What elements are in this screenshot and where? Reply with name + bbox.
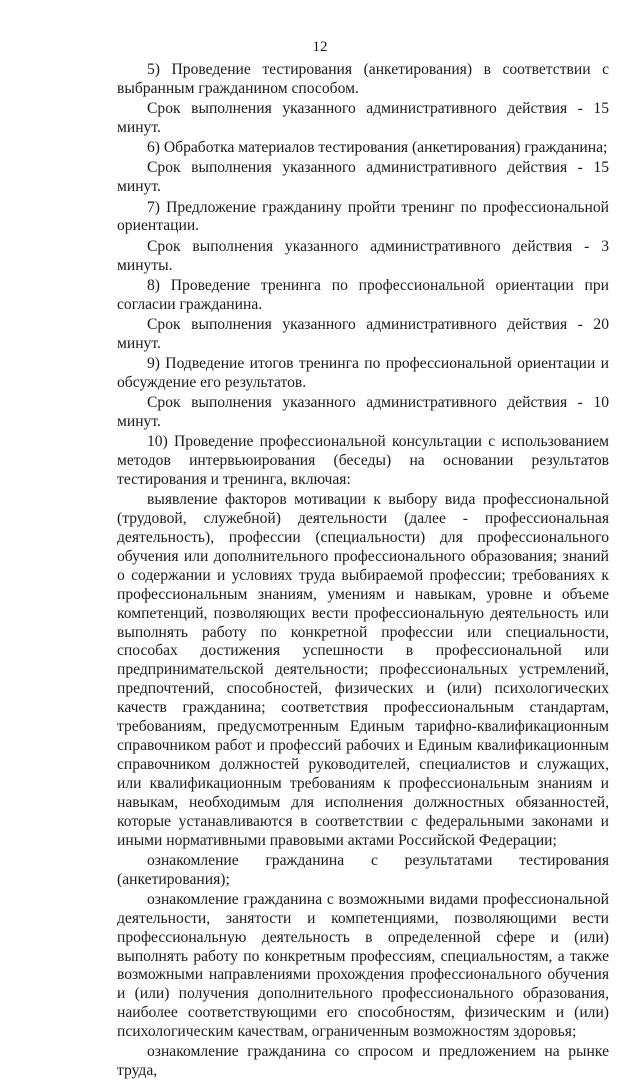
paragraph-activity-types: ознакомление гражданина с возможными видами профессиональной деятельности, занятости и компетенциями, позволяющими вести профессиональную деятельность в определенной сфере и (или) выполнять работу по конкретным профессиям, специальностям, а также возможными направлениями прохождения профессионального обучения и (или) получения дополнительного профессионального образования, наиболее соответствующими его способностям, физическим и (или) психологическим качествам, ограниченным возможностям здоровья; xyxy=(117,890,609,1041)
paragraph-step-7: 7) Предложение гражданину пройти тренинг по профессиональной ориентации. xyxy=(117,198,609,235)
paragraph-step-10: 10) Проведение профессиональной консультации с использованием методов интервьюирования (беседы) на основании результатов тестирования и тренинга, включая: xyxy=(117,433,609,488)
paragraph-step-5: 5) Проведение тестирования (анкетирования) в соответствии с выбранным гражданином способом. xyxy=(117,61,609,97)
paragraph-duration-step-9: Срок выполнения указанного административного действия - 10 минут. xyxy=(117,394,609,430)
paragraph-test-results: ознакомление гражданина с результатами тестирования (анкетирования); xyxy=(117,851,609,888)
page-number: 12 xyxy=(312,39,328,55)
paragraph-duration-step-7: Срок выполнения указанного административного действия - 3 минуты. xyxy=(117,237,609,274)
paragraph-step-9: 9) Подведение итогов тренинга по профессиональной ориентации и обсуждение его результатов. xyxy=(117,354,609,391)
paragraph-labor-market: ознакомление гражданина со спросом и предложением на рынке труда, xyxy=(117,1043,609,1080)
paragraph-duration-step-6: Срок выполнения указанного административного действия - 15 минут. xyxy=(117,159,609,196)
paragraph-duration-step-5: Срок выполнения указанного административного действия - 15 минут. xyxy=(117,100,609,137)
paragraph-step-6: 6) Обработка материалов тестирования (анкетирования) гражданина; xyxy=(147,139,608,157)
document-body xyxy=(117,61,609,1082)
paragraph-step-8: 8) Проведение тренинга по профессиональной ориентации при согласии гражданина. xyxy=(117,276,609,313)
paragraph-motivation-factors: выявление факторов мотивации к выбору вида профессиональной (трудовой, служебной) деятельности (далее - профессиональная деятельность), профессии (специальности) для профессионального обучения или дополнительного профессионального образования; знаний о содержании и условиях труда выбираемой профессии; требованиях к профессиональным знаниям, умениям и навыкам, уровне и объеме компетенций, позволяющих вести профессиональную деятельность или выполнять работу по конкретной профессии или специальности, способах достижения успешности в профессиональной или предпринимательской деятельности; профессиональных устремлений, предпочтений, способностей, физических и (или) психологических качеств гражданина; соответствия профессиональным стандартам, требованиям, предусмотренным Единым тарифно-квалификационным справочником работ и профессий рабочих и Единым квалификационным справочником должностей руководителей, специалистов и служащих, или квалификационным требованиям к профессиональным знаниям и навыкам, необходимым для исполнения должностных обязанностей, которые устанавливаются в соответствии с федеральными законами и иными нормативными правовыми актами Российской Федерации; xyxy=(117,491,609,849)
paragraph-duration-step-8: Срок выполнения указанного административного действия - 20 минут. xyxy=(117,315,609,352)
